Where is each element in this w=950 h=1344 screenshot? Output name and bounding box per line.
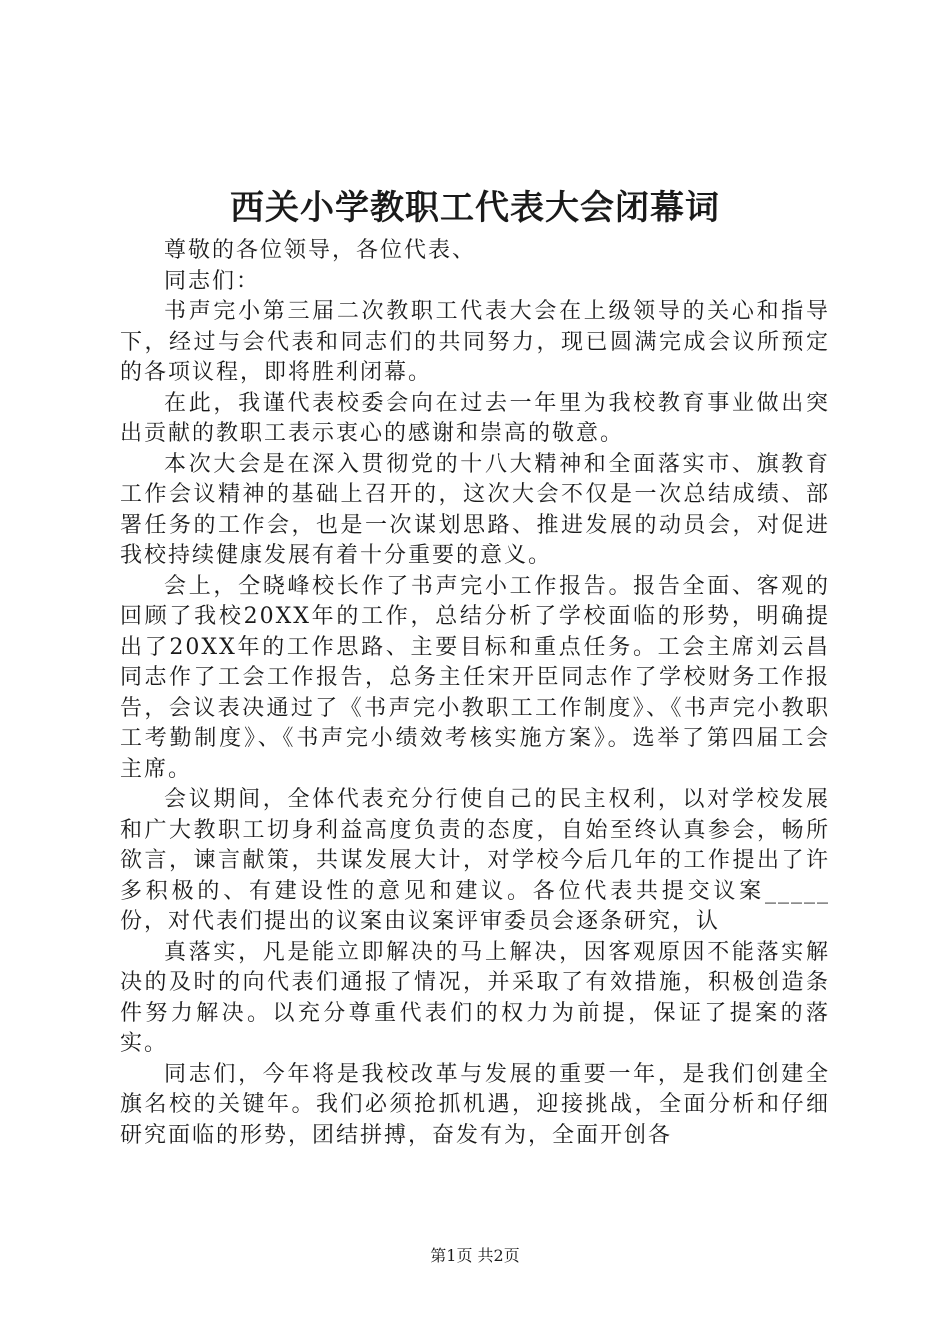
- salutation-line-1: 尊敬的各位领导，各位代表、: [164, 238, 477, 263]
- paragraph: 本次大会是在深入贯彻党的十八大精神和全面落实市、旗教育工作会议精神的基础上召开的，这次大会不仅是一次总结成绩、部署任务的工作会，也是一次谋划思路、推进发展的动员会，对促进我校持续健康发展有着十分重要的意义。: [120, 451, 830, 568]
- paragraph: 同志们，今年将是我校改革与发展的重要一年，是我们创建全旗名校的关键年。我们必须抢抓机遇，迎接挑战，全面分析和仔细研究面临的形势，团结拼搏，奋发有为，全面开创各: [120, 1061, 830, 1148]
- paragraph: 在此，我谨代表校委会向在过去一年里为我校教育事业做出突出贡献的教职工表示衷心的感谢和崇高的敬意。: [120, 390, 830, 446]
- paragraph: 会上，仝晓峰校长作了书声完小工作报告。报告全面、客观的回顾了我校20XX年的工作，总结分析了学校面临的形势，明确提出了20XX年的工作思路、主要目标和重点任务。工会主席刘云昌同志作了工会工作报告，总务主任宋开臣同志作了学校财务工作报告，会议表决通过了《书声完小教职工工作制度》、《书声完小教职工考勤制度》、《书声完小绩效考核实施方案》。选举了第四届工会主席。: [120, 573, 830, 782]
- paragraph: 书声完小第三届二次教职工代表大会在上级领导的关心和指导下，经过与会代表和同志们的共同努力，现已圆满完成会议所预定的各项议程，即将胜利闭幕。: [120, 299, 830, 385]
- document-body: [120, 236, 830, 1151]
- salutation-line-2: 同志们：: [164, 268, 261, 294]
- document-title: 西关小学教职工代表大会闭幕词: [230, 188, 720, 228]
- page-footer: 第1页 共2页: [430, 1246, 520, 1265]
- paragraph: 会议期间，全体代表充分行使自己的民主权利，以对学校发展和广大教职工切身利益高度负责的态度，自始至终认真参会，畅所欲言，谏言献策，共谋发展大计，对学校今后几年的工作提出了许多积极的、有建设性的意见和建议。各位代表共提交议案_____份，对代表们提出的议案由议案评审委员会逐条研究，认: [120, 787, 830, 934]
- paragraph: 真落实，凡是能立即解决的马上解决，因客观原因不能落实解决的及时的向代表们通报了情况，并采取了有效措施，积极创造条件努力解决。以充分尊重代表们的权力为前提，保证了提案的落实。: [120, 939, 830, 1056]
